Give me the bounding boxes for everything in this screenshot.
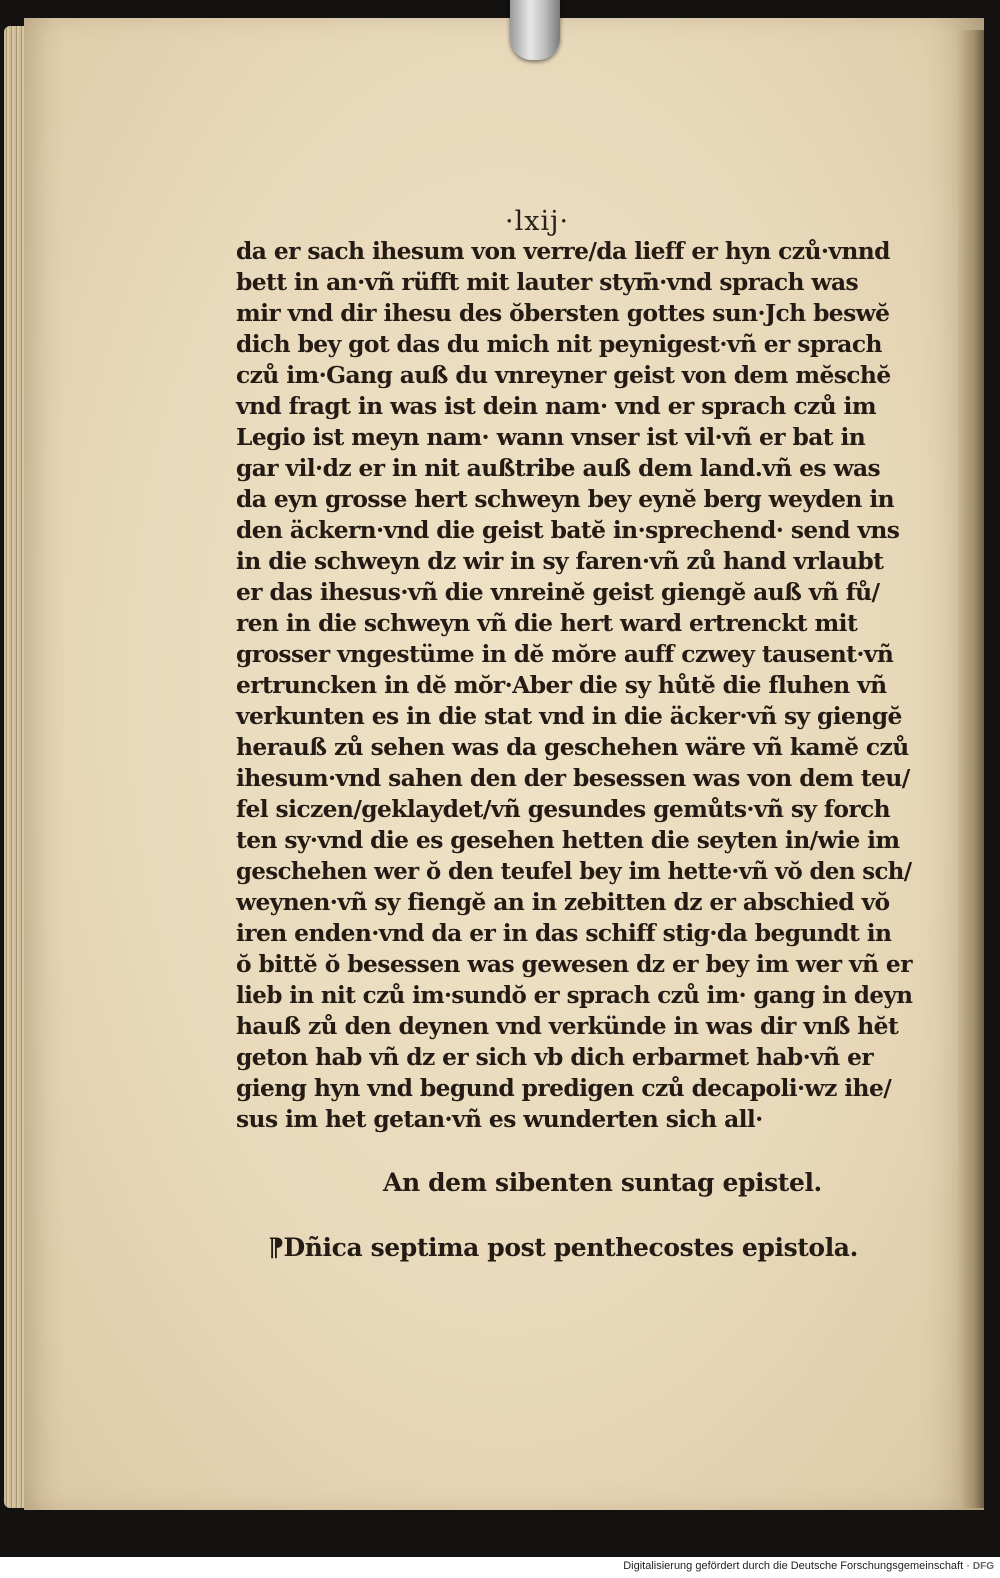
- text-line: lieb in nit czů im·sundŏ er sprach czů im· gang in deyn: [236, 981, 913, 1009]
- text-line: weynen·vñ sy fiengĕ an in zebitten dz er abschied vŏ: [236, 888, 890, 916]
- text-line: sus im het getan·vñ es wunderten sich all·: [236, 1105, 763, 1133]
- text-line: hauß zů den deynen vnd verkünde in was dir vnß hĕt: [236, 1012, 899, 1040]
- text-line: er das ihesus·vñ die vnreinĕ geist giengĕ auß vñ fů/: [236, 578, 880, 606]
- text-line: ten sy·vnd die es gesehen hetten die seyten in/wie im: [236, 826, 900, 854]
- text-line: da er sach ihesum von verre/da lieff er hyn czů·vnnd: [236, 237, 890, 265]
- text-line: Legio ist meyn nam· wann vnser ist vil·vñ er bat in: [236, 423, 866, 451]
- main-text-block: [236, 236, 916, 1135]
- text-line: gieng hyn vnd begund predigen czů decapoli·wz ihe/: [236, 1074, 892, 1102]
- text-line: ren in die schweyn vñ die hert ward ertrenckt mit: [236, 609, 858, 637]
- text-line: grosser vngestüme in dĕ mŏre auff czwey tausent·vñ: [236, 640, 894, 668]
- text-line: bett in an·vñ rüfft mit lauter stym̄·vnd sprach was: [236, 268, 859, 296]
- section-subheading: ⁋Dñica septima post penthecostes epistola.: [268, 1233, 858, 1262]
- text-line: geton hab vñ dz er sich vb dich erbarmet hab·vñ er: [236, 1043, 874, 1071]
- folio-number: ·lxij·: [505, 206, 570, 237]
- text-line: gar vil·dz er in nit außtribe auß dem land.vñ es was: [236, 454, 881, 482]
- text-line: fel siczen/geklaydet/vñ gesundes gemůts·vñ sy forch: [236, 795, 891, 823]
- text-line: ihesum·vnd sahen den der besessen was von dem teu/: [236, 764, 910, 792]
- text-line: verkunten es in die stat vnd in die äcker·vñ sy giengĕ: [236, 702, 902, 730]
- text-line: vnd fragt in was ist dein nam· vnd er sprach czů im: [236, 392, 876, 420]
- section-heading: An dem sibenten suntag epistel.: [383, 1168, 822, 1197]
- text-line: da eyn grosse hert schweyn bey eynĕ berg weyden in: [236, 485, 895, 513]
- text-line: herauß zů sehen was da geschehen wäre vñ kamĕ czů: [236, 733, 909, 761]
- text-line: dich bey got das du mich nit peynigest·vñ er sprach: [236, 330, 882, 358]
- footer-credit-text: Digitalisierung gefördert durch die Deutsche Forschungsgemeinschaft ·: [623, 1560, 970, 1572]
- text-line: czů im·Gang auß du vnreyner geist von dem mĕschĕ: [236, 361, 891, 389]
- text-line: in die schweyn dz wir in sy faren·vñ zů hand vrlaubt: [236, 547, 884, 575]
- page-clip: [510, 0, 560, 60]
- footer-credit: [623, 1560, 994, 1572]
- text-line: ertruncken in dĕ mŏr·Aber die sy hůtĕ die fluhen vñ: [236, 671, 887, 699]
- text-line: ŏ bittĕ ŏ besessen was gewesen dz er bey im wer vñ er: [236, 950, 912, 978]
- text-line: mir vnd dir ihesu des ŏbersten gottes sun·Jch beswĕ: [236, 299, 890, 327]
- dfg-logo: DFG: [972, 1561, 994, 1572]
- text-line: geschehen wer ŏ den teufel bey im hette·vñ vŏ den sch/: [236, 857, 912, 885]
- text-line: den äckern·vnd die geist batĕ in·sprechend· send vns: [236, 516, 900, 544]
- text-line: iren enden·vnd da er in das schiff stig·da begundt in: [236, 919, 892, 947]
- page-gutter-shadow: [958, 30, 984, 1508]
